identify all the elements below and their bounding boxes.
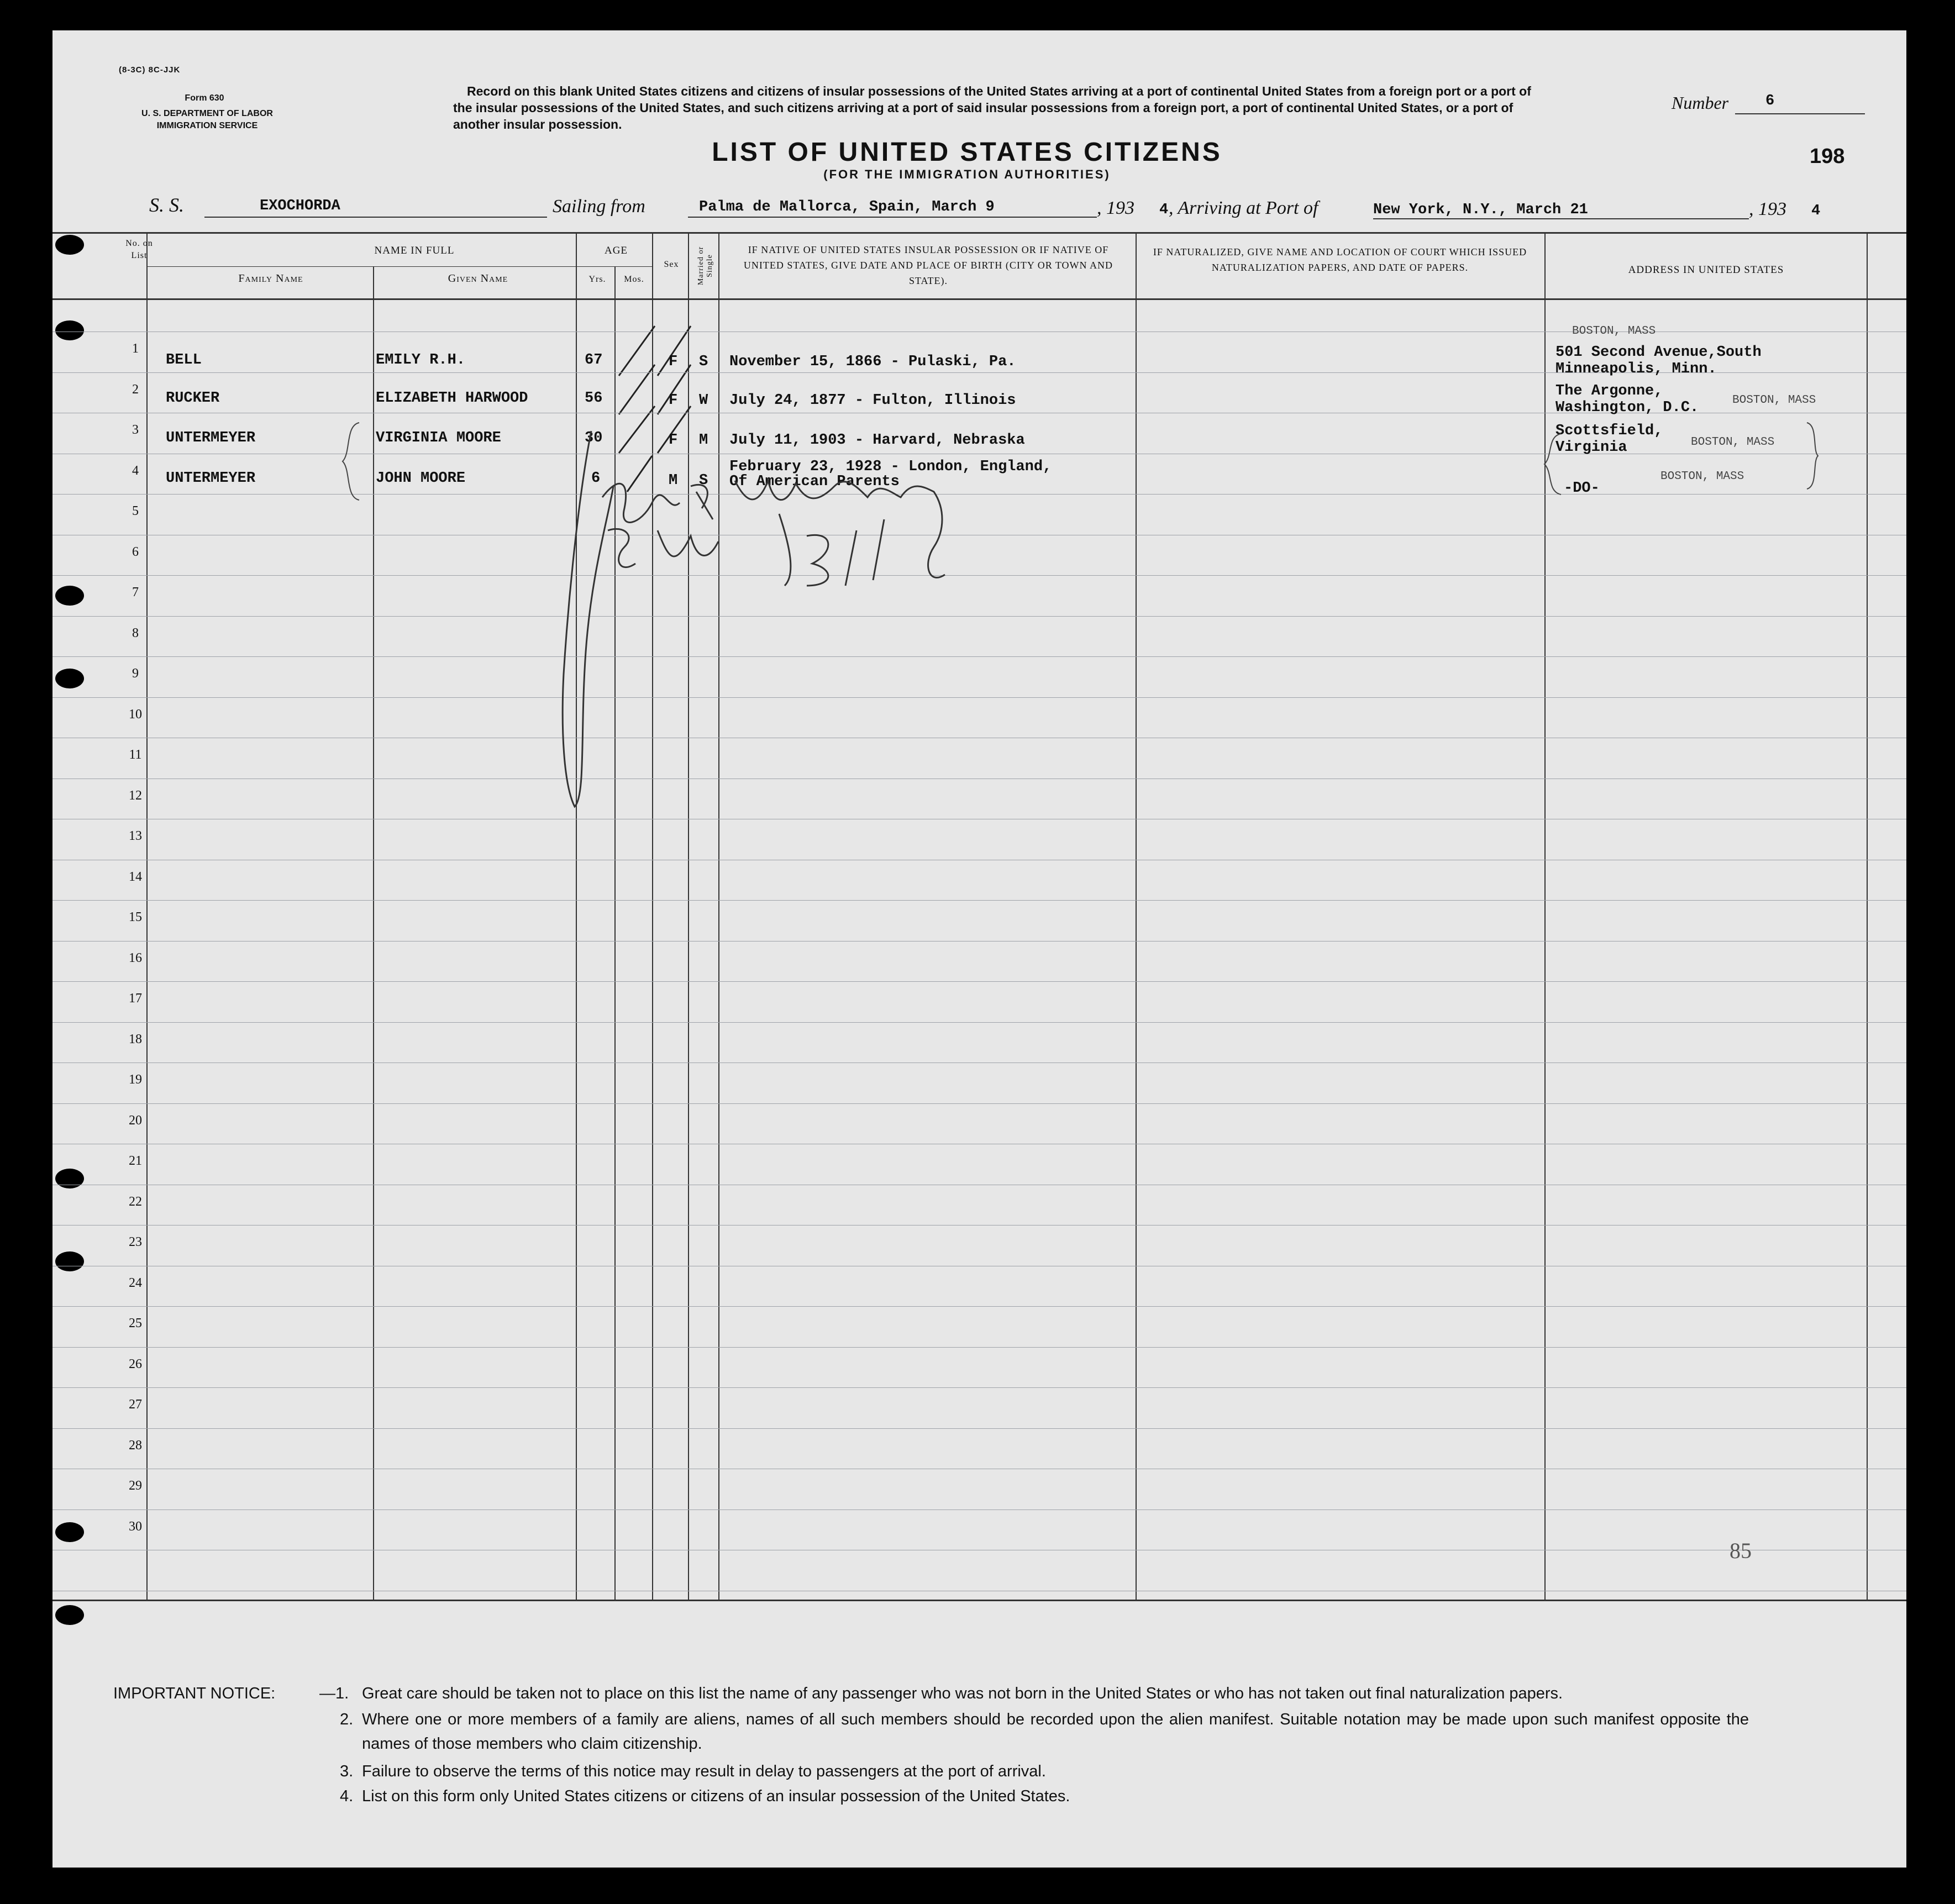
row-number: 19 bbox=[129, 1072, 142, 1087]
binder-hole bbox=[55, 586, 84, 606]
notice-item-4-num: 4. bbox=[340, 1787, 354, 1805]
given-name: ELIZABETH HARWOOD bbox=[376, 390, 528, 407]
notice-item-4: List on this form only United States citizens or citizens of an insular possession of the United States. bbox=[362, 1787, 1070, 1805]
row-number: 23 bbox=[129, 1235, 142, 1249]
binder-hole bbox=[55, 1169, 84, 1188]
address-line-2: Virginia bbox=[1555, 439, 1627, 456]
ruled-line bbox=[52, 981, 1906, 982]
ss-label: S. S. bbox=[149, 194, 184, 216]
row-number: 5 bbox=[132, 504, 139, 518]
col-header-given: Given Name bbox=[448, 272, 508, 285]
address-line-2: Minneapolis, Minn. bbox=[1555, 361, 1717, 377]
sailing-label: Sailing from bbox=[553, 196, 645, 217]
row-number: 4 bbox=[132, 464, 139, 478]
family-name: BELL bbox=[166, 352, 202, 369]
sailing-from: Palma de Mallorca, Spain, March 9 bbox=[699, 199, 995, 215]
age-years: 67 bbox=[585, 352, 603, 369]
col-header-name: NAME IN FULL bbox=[374, 245, 455, 256]
sex: M bbox=[669, 472, 678, 489]
ship-underline bbox=[204, 217, 547, 218]
notice-heading: IMPORTANT NOTICE: bbox=[113, 1685, 276, 1702]
department-name: U. S. DEPARTMENT OF LABOR bbox=[141, 109, 273, 118]
notice-item-2: Where one or more members of a family are aliens, names of all such members should be recorded upon the alien manifest. Suitable notation may be made upon such manifest opposite the names of those members who claim citizenship. bbox=[362, 1711, 1749, 1753]
form-number: Form 630 bbox=[185, 93, 224, 103]
col-line-address bbox=[1867, 232, 1868, 1600]
year-digit-2: 4 bbox=[1811, 203, 1821, 219]
row-number: 6 bbox=[132, 545, 139, 559]
page-stamp: 198 bbox=[1810, 145, 1845, 168]
page-number: 85 bbox=[1730, 1538, 1752, 1563]
col-line-birth bbox=[1136, 232, 1137, 1600]
address-line-1: 501 Second Avenue,South bbox=[1555, 344, 1762, 361]
ruled-line bbox=[52, 1428, 1906, 1429]
col-line-family bbox=[373, 266, 374, 1600]
number-value: 6 bbox=[1765, 93, 1775, 109]
row-number: 20 bbox=[129, 1113, 142, 1128]
ruled-line bbox=[52, 1103, 1906, 1104]
age-years: 30 bbox=[585, 430, 603, 446]
row-number: 2 bbox=[132, 382, 139, 397]
binder-hole bbox=[55, 669, 84, 688]
notice-item-2-num: 2. bbox=[340, 1711, 354, 1728]
col-header-address: ADDRESS IN UNITED STATES bbox=[1628, 264, 1784, 276]
marital-status: S bbox=[699, 472, 708, 489]
stamp-bracket bbox=[1804, 420, 1821, 492]
col-header-age: AGE bbox=[604, 245, 628, 256]
number-underline bbox=[1735, 113, 1865, 114]
ruled-line bbox=[52, 1022, 1906, 1023]
marital-status: S bbox=[699, 354, 708, 370]
number-label: Number bbox=[1672, 93, 1729, 113]
record-instruction: Record on this blank United States citizens and citizens of insular possessions of the United States arriving at a port of continental United States from a foreign port or a port of the insular possessions of the United States, and such citizens arriving at a port of said insular possessions from a foreign port, a port of continental United States, or a port of another insular possession. bbox=[453, 84, 1531, 132]
address-line-1: Scottsfield, bbox=[1555, 423, 1663, 439]
service-name: IMMIGRATION SERVICE bbox=[156, 121, 258, 130]
row-number: 30 bbox=[129, 1519, 142, 1534]
ship-name: EXOCHORDA bbox=[260, 198, 340, 214]
col-header-birth: IF NATIVE OF UNITED STATES INSULAR POSSESSION OR IF NATIVE OF UNITED STATES, GIVE DATE AND PLACE OF BIRTH (CITY OR TOWN AND STATE). bbox=[743, 244, 1113, 286]
row-number: 26 bbox=[129, 1357, 142, 1371]
form-code: (8-3C) 8C-JJK bbox=[119, 65, 181, 75]
ruled-line bbox=[52, 1347, 1906, 1348]
row-number: 22 bbox=[129, 1195, 142, 1209]
arriving-at: New York, N.Y., March 21 bbox=[1373, 202, 1588, 218]
table-top-border bbox=[52, 232, 1906, 234]
row-number: 14 bbox=[129, 870, 142, 884]
row-number: 24 bbox=[129, 1276, 142, 1290]
row-number: 12 bbox=[129, 788, 142, 803]
row-number: 11 bbox=[129, 748, 142, 762]
family-name: RUCKER bbox=[166, 390, 220, 407]
year-prefix-2: , 193 bbox=[1749, 199, 1786, 219]
age-header-divider bbox=[580, 266, 652, 267]
year-digit-1: 4 bbox=[1159, 202, 1169, 218]
row-number: 15 bbox=[129, 910, 142, 924]
boston-stamp: BOSTON, MASS bbox=[1732, 394, 1816, 407]
birth-info: February 23, 1928 - London, England, bbox=[729, 459, 1052, 475]
header-bottom-border bbox=[52, 298, 1906, 300]
row-number: 28 bbox=[129, 1438, 142, 1453]
notice-item-1: Great care should be taken not to place on this list the name of any passenger who was not born in the United States or who has not taken out final naturalization papers. bbox=[362, 1685, 1563, 1702]
given-name: EMILY R.H. bbox=[376, 352, 466, 369]
binder-hole bbox=[55, 235, 84, 255]
ruled-line bbox=[52, 900, 1906, 901]
sex: F bbox=[669, 354, 678, 370]
marital-status: M bbox=[699, 432, 708, 449]
binder-hole bbox=[55, 1251, 84, 1271]
col-header-naturalized: IF NATURALIZED, GIVE NAME AND LOCATION OF COURT WHICH ISSUED NATURALIZATION PAPERS, AND DATE OF PAPERS. bbox=[1153, 246, 1527, 273]
col-header-mos: Mos. bbox=[624, 275, 644, 284]
table-bottom-border bbox=[52, 1600, 1906, 1601]
row-number: 17 bbox=[129, 991, 142, 1006]
ruled-line bbox=[52, 1306, 1906, 1307]
row-number: 10 bbox=[129, 707, 142, 722]
address-bracket bbox=[1542, 431, 1564, 497]
notice-item-1-num: —1. bbox=[319, 1685, 349, 1702]
notice-item-3: Failure to observe the terms of this notice may result in delay to passengers at the port of arrival. bbox=[362, 1763, 1046, 1780]
row-number: 9 bbox=[132, 666, 139, 681]
year-prefix-1: , 193 bbox=[1097, 198, 1134, 218]
address-line-1: The Argonne, bbox=[1555, 383, 1663, 399]
row-number: 18 bbox=[129, 1032, 142, 1046]
row-number: 21 bbox=[129, 1154, 142, 1168]
page-subtitle: (FOR THE IMMIGRATION AUTHORITIES) bbox=[823, 167, 1111, 181]
birth-info: November 15, 1866 - Pulaski, Pa. bbox=[729, 354, 1016, 370]
marital-status: W bbox=[699, 392, 708, 409]
row-number: 16 bbox=[129, 951, 142, 965]
given-name: JOHN MOORE bbox=[376, 470, 466, 487]
row-number: 13 bbox=[129, 829, 142, 843]
address-line-2: Washington, D.C. bbox=[1555, 399, 1699, 416]
sex: F bbox=[669, 432, 678, 449]
boston-stamp: BOSTON, MASS bbox=[1660, 470, 1744, 483]
row-number: 3 bbox=[132, 423, 139, 437]
col-header-family: Family Name bbox=[238, 272, 303, 285]
row-number: 8 bbox=[132, 626, 139, 640]
notice-item-3-num: 3. bbox=[340, 1763, 354, 1780]
col-header-married: Married or Single bbox=[697, 246, 714, 286]
row-number: 29 bbox=[129, 1479, 142, 1493]
col-header-yrs: Yrs. bbox=[588, 275, 606, 284]
col-header-sex: Sex bbox=[664, 260, 679, 269]
family-bracket bbox=[340, 420, 362, 503]
name-header-divider bbox=[146, 266, 591, 267]
ruled-line bbox=[52, 1509, 1906, 1510]
ruled-line bbox=[52, 1387, 1906, 1388]
boston-stamp: BOSTON, MASS bbox=[1572, 325, 1656, 338]
manifest-page bbox=[52, 30, 1906, 1868]
binder-hole bbox=[55, 320, 84, 340]
binder-hole bbox=[55, 1522, 84, 1542]
row-number: 1 bbox=[132, 341, 139, 356]
binder-hole bbox=[55, 1605, 84, 1625]
arriving-label: , Arriving at Port of bbox=[1169, 198, 1318, 218]
page-title: LIST OF UNITED STATES CITIZENS bbox=[712, 138, 1222, 167]
binder-hole bbox=[55, 1892, 84, 1903]
row-number: 27 bbox=[129, 1397, 142, 1412]
birth-info-line-2: Of American Parents bbox=[729, 474, 900, 490]
sailing-underline bbox=[688, 217, 1097, 218]
col-header-no: No. on List bbox=[125, 239, 153, 260]
boston-stamp: BOSTON, MASS bbox=[1691, 436, 1775, 449]
sex: F bbox=[669, 392, 678, 409]
family-name: UNTERMEYER bbox=[166, 430, 256, 446]
inspector-signature bbox=[547, 420, 1000, 818]
family-name: UNTERMEYER bbox=[166, 470, 256, 487]
arriving-underline bbox=[1373, 218, 1749, 219]
birth-info: July 24, 1877 - Fulton, Illinois bbox=[729, 392, 1016, 409]
age-years: 56 bbox=[585, 390, 603, 407]
address-ditto: -DO- bbox=[1564, 480, 1600, 497]
ruled-line bbox=[52, 941, 1906, 942]
birth-info: July 11, 1903 - Harvard, Nebraska bbox=[729, 432, 1025, 449]
col-line-no bbox=[146, 232, 148, 1600]
row-number: 25 bbox=[129, 1316, 142, 1330]
row-number: 7 bbox=[132, 585, 139, 599]
given-name: VIRGINIA MOORE bbox=[376, 430, 501, 446]
age-years: 6 bbox=[591, 470, 601, 487]
